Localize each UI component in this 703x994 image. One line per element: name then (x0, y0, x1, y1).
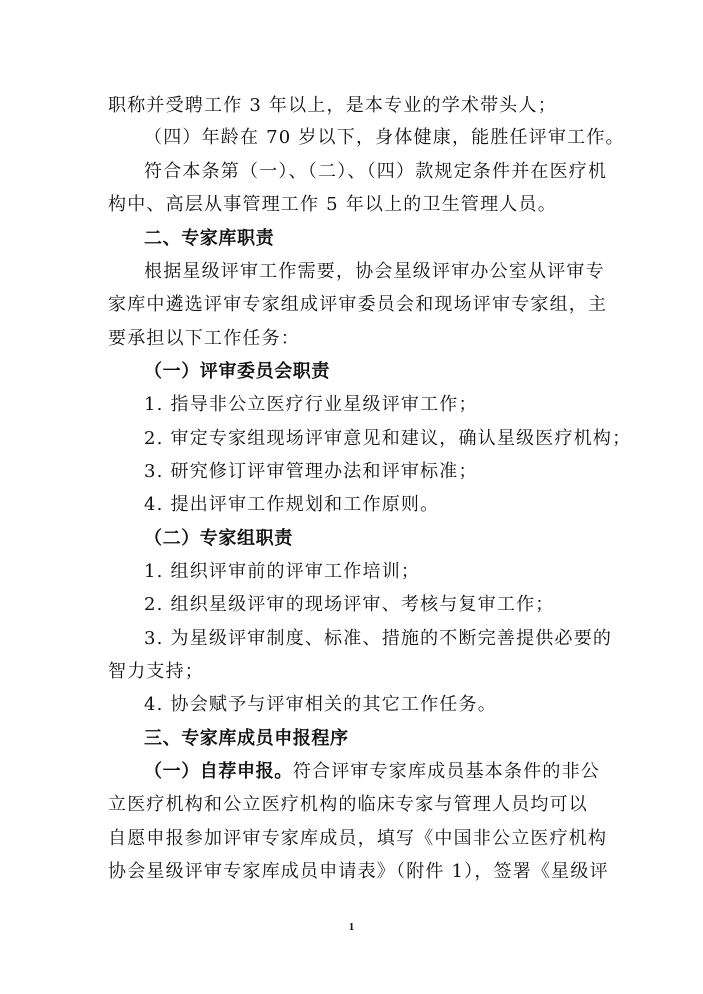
paragraph-line: 根据星级评审工作需要，协会星级评审办公室从评审专 (144, 261, 605, 282)
paragraph-line: 构中、高层从事管理工作 5 年以上的卫生管理人员。 (108, 194, 557, 215)
paragraph-line: 立医疗机构和公立医疗机构的临床专家与管理人员均可以 (108, 794, 588, 815)
inline-heading: （一）自荐申报。 (144, 761, 293, 782)
list-item: 1. 组织评审前的评审工作培训； (144, 561, 421, 582)
list-item: 1. 指导非公立医疗行业星级评审工作； (144, 394, 478, 415)
paragraph-text: 符合评审专家库成员基本条件的非公 (292, 761, 601, 782)
subsection-heading: （一）评审委员会职责 (144, 361, 330, 382)
paragraph-line: 家库中遴选评审专家组成评审委员会和现场评审专家组，主 (108, 294, 608, 315)
list-item: 3. 研究修订评审管理办法和评审标准； (144, 461, 478, 482)
section-heading: 三、专家库成员申报程序 (144, 728, 349, 749)
paragraph-line: 要承担以下工作任务： (108, 328, 300, 349)
subsection-heading: （二）专家组职责 (144, 528, 293, 549)
paragraph-line (144, 760, 608, 784)
paragraph-line: 自愿申报参加评审专家库成员，填写《中国非公立医疗机构 (108, 828, 608, 849)
paragraph-line: 协会星级评审专家库成员申请表》（附件 1），签署《星级评 (108, 861, 609, 882)
list-item: 4. 提出评审工作规划和工作原则。 (144, 494, 440, 515)
paragraph-line: 符合本条第（一）、（二）、（四）款规定条件并在医疗机 (144, 161, 608, 182)
list-item: 2. 审定专家组现场评审意见和建议，确认星级医疗机构； (144, 428, 632, 449)
list-item: 3. 为星级评审制度、标准、措施的不断完善提供必要的 (144, 628, 613, 649)
page-number: 1 (348, 921, 355, 933)
list-item: 4. 协会赋予与评审相关的其它工作任务。 (144, 694, 497, 715)
list-item: 2. 组织星级评审的现场评审、考核与复审工作； (144, 594, 555, 615)
section-heading: 二、专家库职责 (144, 228, 275, 249)
list-item-continuation: 智力支持； (108, 661, 204, 682)
paragraph-line: （四）年龄在 70 岁以下，身体健康，能胜任评审工作。 (144, 127, 625, 148)
paragraph-line: 职称并受聘工作 3 年以上，是本专业的学术带头人； (108, 95, 557, 116)
